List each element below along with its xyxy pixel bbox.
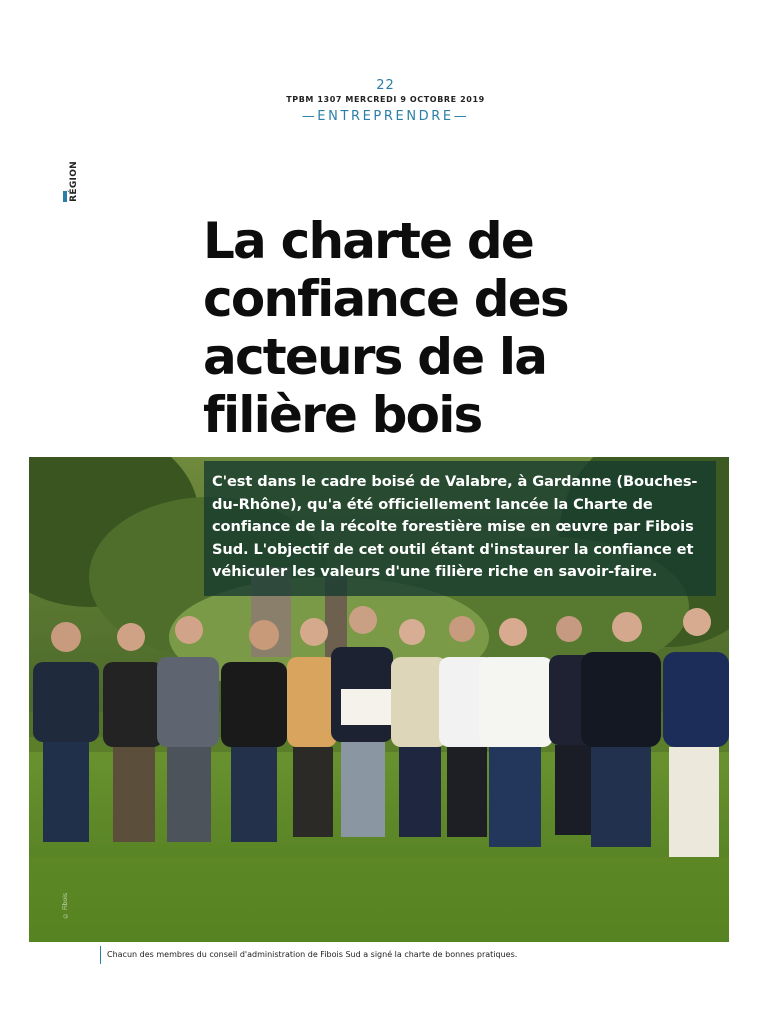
region-tag-label: RÉGION xyxy=(69,161,79,202)
page-number: 22 xyxy=(376,78,395,93)
article-headline: La charte de confiance des acteurs de la filière bois xyxy=(203,212,568,444)
region-tag xyxy=(63,146,77,202)
photo-caption: Chacun des membres du conseil d'administration de Fibois Sud a signé la charte de bonnes pratiques. xyxy=(107,950,518,959)
page-header xyxy=(0,78,771,125)
photo-credit: © Fibois xyxy=(62,893,69,919)
article-standfirst: C'est dans le cadre boisé de Valabre, à Gardanne (Bouches-du-Rhône), qu'a été officiellement lancée la Charte de confiance de la récolte forestière mise en œuvre par Fibois Sud. L'objectif de cet outil étant d'instaurer la confiance et véhiculer les valeurs d'une filière riche en savoir-faire. xyxy=(204,461,716,596)
issue-line: TPBM 1307 MERCREDI 9 OCTOBRE 2019 xyxy=(286,95,485,104)
caption-rule xyxy=(100,946,101,964)
region-tag-bar xyxy=(63,191,67,202)
section-title: —ENTREPRENDRE— xyxy=(301,109,470,124)
